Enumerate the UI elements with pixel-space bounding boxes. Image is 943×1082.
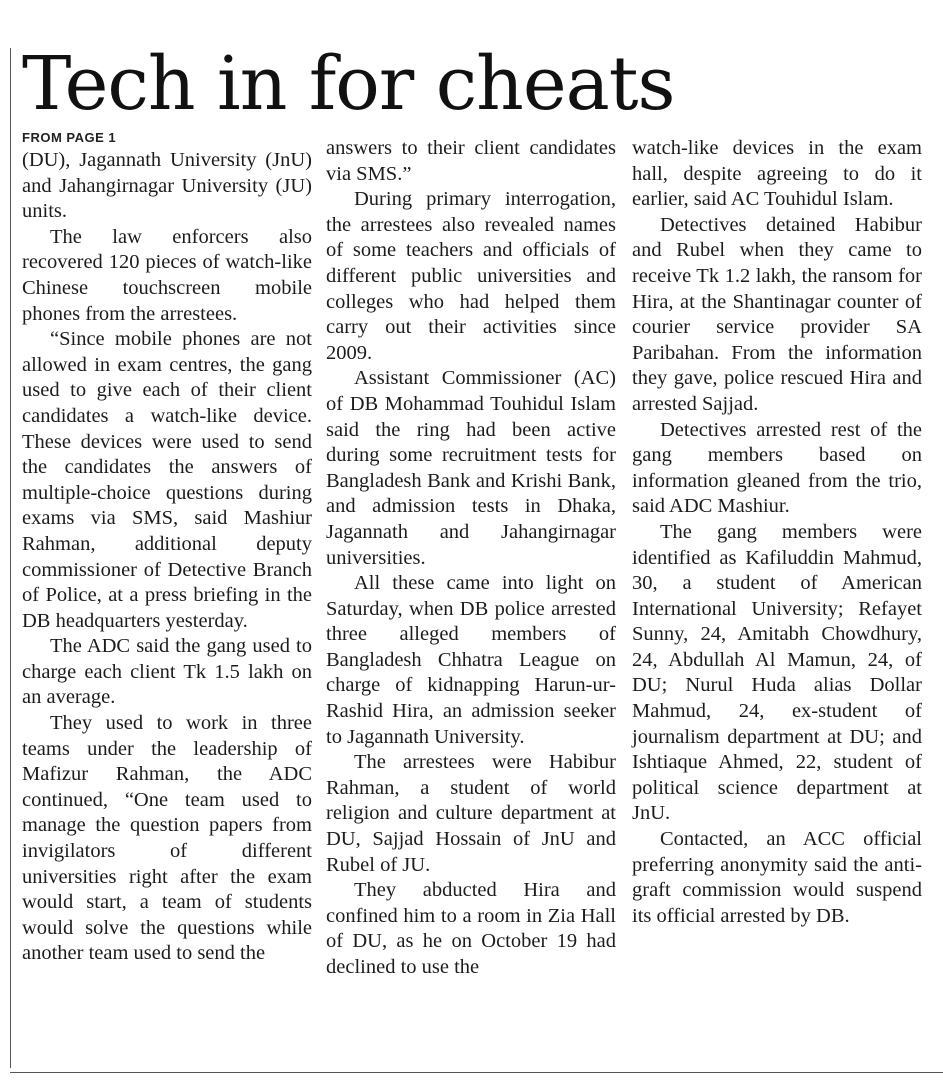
- paragraph: The gang members were identified as Kafiluddin Mahmud, 30, a student of American International University; Refayet Sunny, 24, Amitabh Chowdhury, 24, Abdullah Al Mamun, 24, of DU; Nurul Huda alias Dollar Mahmud, 24, ex-student of journalism department at DU; and Ishtiaque Ahmed, 22, student of political science department at JnU.: [632, 520, 922, 825]
- paragraph: watch-like devices in the exam hall, despite agreeing to do it earlier, said AC Touhidul Islam.: [632, 137, 922, 211]
- paragraph: During primary interrogation, the arrestees also revealed names of some teachers and officials of different public universities and colleges who had helped them carry out their activities since 2009.: [326, 188, 616, 364]
- article-column-3: [632, 136, 922, 929]
- article-column-2: [326, 136, 616, 981]
- paragraph: Detectives arrested rest of the gang members based on information gleaned from the trio, said ADC Mashiur.: [632, 418, 922, 518]
- paragraph: They used to work in three teams under the leadership of Mafizur Rahman, the ADC continued, “One team used to manage the question papers from invigilators of different universities right after the exam would start, a team of students would solve the questions while another team used to send the: [22, 712, 312, 965]
- left-column-rule: [10, 48, 11, 1068]
- paragraph: The law enforcers also recovered 120 pieces of watch-like Chinese touchscreen mobile phones from the arrestees.: [22, 225, 312, 325]
- paragraph: The arrestees were Habibur Rahman, a student of world religion and culture department at DU, Sajjad Hossain of JnU and Rubel of JU.: [326, 751, 616, 876]
- paragraph: Contacted, an ACC official preferring anonymity said the anti-graft commission would suspend its official arrested by DB.: [632, 828, 922, 927]
- bottom-rule: [10, 1072, 943, 1073]
- kicker-from-page-1: FROM PAGE 1: [22, 130, 117, 145]
- paragraph: (DU), Jagannath University (JnU) and Jahangirnagar University (JU) units.: [22, 149, 312, 223]
- paragraph: “Since mobile phones are not allowed in exam centres, the gang used to give each of their client candidates a watch-like device. These devices were used to send the candidates the answers of multiple-choice questions during exams via SMS, said Mashiur Rahman, additional deputy commissioner of Detective Branch of Police, at a press briefing in the DB headquarters yesterday.: [22, 328, 312, 632]
- paragraph: All these came into light on Saturday, when DB police arrested three alleged members of Bangladesh Chhatra League on charge of kidnapping Harun-ur-Rashid Hira, an admission seeker to Jagannath University.: [326, 572, 616, 748]
- paragraph: answers to their client candidates via SMS.”: [326, 137, 616, 185]
- headline: Tech in for cheats: [22, 41, 675, 127]
- article-column-1: [22, 130, 312, 967]
- paragraph: The ADC said the gang used to charge each client Tk 1.5 lakh on an average.: [22, 635, 312, 709]
- paragraph: They abducted Hira and confined him to a room in Zia Hall of DU, as he on October 19 had declined to use the: [326, 879, 616, 978]
- paragraph: Detectives detained Habibur and Rubel when they came to receive Tk 1.2 lakh, the ransom for Hira, at the Shantinagar counter of courier service provider SA Paribahan. From the information they gave, police rescued Hira and arrested Sajjad.: [632, 213, 922, 415]
- paragraph: Assistant Commissioner (AC) of DB Mohammad Touhidul Islam said the ring had been active during some recruitment tests for Bangladesh Bank and Krishi Bank, and admission tests in Dhaka, Jagannath and Jahangirnagar universities.: [326, 367, 616, 569]
